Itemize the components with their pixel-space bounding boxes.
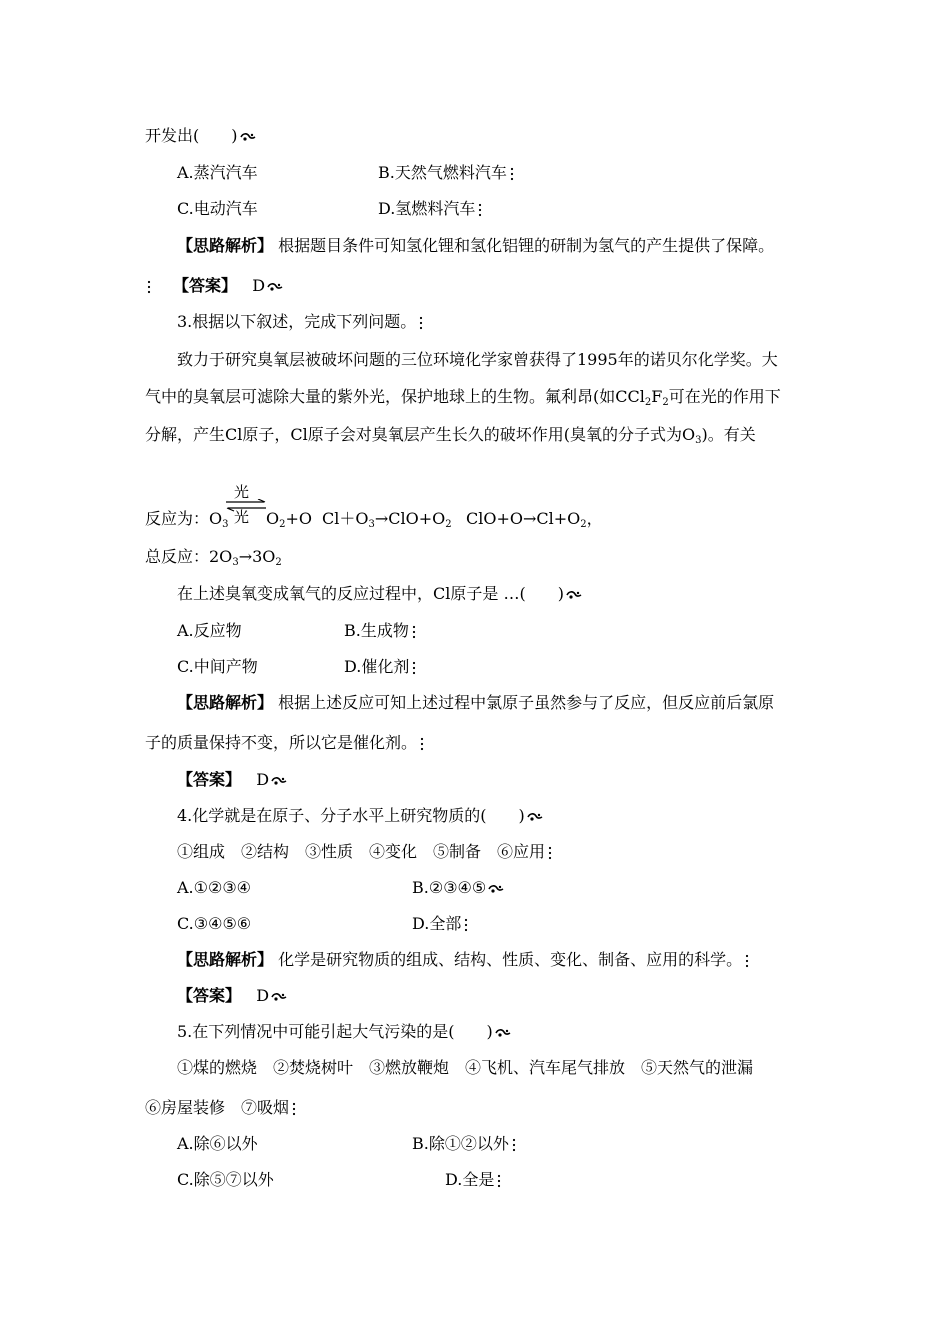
q2-option-a: A.蒸汽汽车	[177, 163, 258, 182]
analysis-text: 根据题目条件可知氢化锂和氢化铝锂的研制为氢气的产生提供了保障。	[278, 236, 775, 255]
q3-option-d: D.催化剂	[344, 657, 416, 677]
q5-items-line-2: ⑥房屋装修 ⑦吸烟	[145, 1098, 296, 1118]
vertical-dots-icon	[464, 918, 468, 932]
q5-option-c: C.除⑤⑦以外	[177, 1170, 274, 1189]
q3-question: 在上述臭氧变成氧气的反应过程中，Cl原子是 …( )	[177, 584, 582, 604]
vertical-dots-icon	[420, 737, 424, 751]
q4-analysis	[177, 950, 749, 970]
q2-option-c: C.电动汽车	[177, 199, 258, 218]
answer-value: D	[256, 986, 270, 1005]
q4-option-b: B.②③④⑤	[412, 878, 504, 898]
analysis-label: 【思路解析】	[177, 693, 274, 712]
vertical-dots-icon	[548, 846, 552, 860]
q5-stem: 5.在下列情况中可能引起大气污染的是( )	[177, 1022, 511, 1042]
q4-items: ①组成 ②结构 ③性质 ④变化 ⑤制备 ⑥应用	[177, 842, 552, 862]
reaction-1-reactant: 反应为：$O_3$	[145, 509, 229, 530]
q3-option-b: B.生成物	[344, 621, 416, 641]
light-condition-bottom: 光	[234, 508, 250, 526]
vertical-dots-icon	[419, 316, 423, 330]
q5-option-a: A.除⑥以外	[177, 1134, 258, 1153]
q2-analysis	[177, 236, 774, 256]
vertical-dots-icon	[292, 1102, 296, 1116]
vertical-dots-icon	[510, 167, 514, 181]
light-condition-top: 光	[234, 483, 250, 501]
q3-paragraph-line-1: 致力于研究臭氧层被破坏问题的三位环境化学家曾获得了1995年的诺贝尔化学奖。大	[177, 350, 778, 369]
q3-option-c: C.中间产物	[177, 657, 258, 676]
q2-stem-tail: 开发出( )	[145, 126, 256, 146]
vertical-dots-icon	[412, 661, 416, 675]
analysis-label: 【思路解析】	[177, 236, 274, 255]
q3-option-a: A.反应物	[177, 621, 242, 640]
q4-option-c: C.③④⑤⑥	[177, 914, 252, 933]
q4-stem: 4.化学就是在原子、分子水平上研究物质的( )	[177, 806, 543, 826]
q2-answer	[145, 276, 283, 296]
q4-option-d: D.全部	[412, 914, 468, 934]
return-mark-icon	[495, 1028, 511, 1038]
return-mark-icon	[271, 776, 287, 786]
q4-answer	[177, 986, 287, 1006]
reaction-1-product: $O_2+O$	[266, 509, 313, 530]
q5-option-d: D.全是	[445, 1170, 501, 1190]
q3-answer	[177, 770, 287, 790]
analysis-text: 化学是研究物质的组成、结构、性质、变化、制备、应用的科学。	[278, 950, 743, 969]
answer-label: 【答案】	[177, 770, 242, 789]
q5-items-line-1: ①煤的燃烧 ②焚烧树叶 ③燃放鞭炮 ④飞机、汽车尾气排放 ⑤天然气的泄漏	[177, 1058, 754, 1077]
return-mark-icon	[566, 590, 582, 600]
q5-option-b: B.除①②以外	[412, 1134, 516, 1154]
vertical-dots-icon	[147, 280, 151, 294]
return-mark-icon	[527, 812, 543, 822]
reaction-3: $ClO+O\to Cl+O_2$，	[466, 509, 603, 530]
vertical-dots-icon	[478, 203, 482, 217]
reaction-2: $Cl+O_3\to ClO+O_2$	[322, 509, 452, 530]
equilibrium-arrows	[224, 484, 268, 528]
return-mark-icon	[267, 282, 283, 292]
q3-paragraph-line-2: 气中的臭氧层可滤除大量的紫外光，保护地球上的生物。氟利昂(如$CCl_2F_2$可在光的作用下	[145, 387, 781, 408]
return-mark-icon	[271, 992, 287, 1002]
q3-analysis-line-2: 子的质量保持不变，所以它是催化剂。	[145, 733, 424, 753]
q2-option-d: D.氢燃料汽车	[378, 199, 482, 219]
q4-option-a: A.①②③④	[177, 878, 252, 897]
q3-intro: 3.根据以下叙述，完成下列问题。	[177, 312, 423, 332]
analysis-label: 【思路解析】	[177, 950, 274, 969]
return-mark-icon	[240, 132, 256, 142]
analysis-text: 根据上述反应可知上述过程中氯原子虽然参与了反应，但反应前后氯原	[278, 693, 775, 712]
vertical-dots-icon	[497, 1174, 501, 1188]
q2-option-b: B.天然气燃料汽车	[378, 163, 514, 183]
answer-label: 【答案】	[177, 986, 242, 1005]
vertical-dots-icon	[745, 954, 749, 968]
total-reaction: 总反应：$2O_3\to 3O_2$	[145, 547, 282, 568]
return-mark-icon	[488, 884, 504, 894]
vertical-dots-icon	[512, 1138, 516, 1152]
vertical-dots-icon	[412, 625, 416, 639]
answer-value: D	[256, 770, 270, 789]
answer-value: D	[252, 276, 266, 295]
answer-label: 【答案】	[173, 276, 238, 295]
q3-analysis-line-1	[177, 693, 774, 713]
q3-paragraph-line-3: 分解，产生Cl原子，Cl原子会对臭氧层产生长久的破坏作用(臭氧的分子式为$O_3$)。有关	[145, 425, 756, 446]
